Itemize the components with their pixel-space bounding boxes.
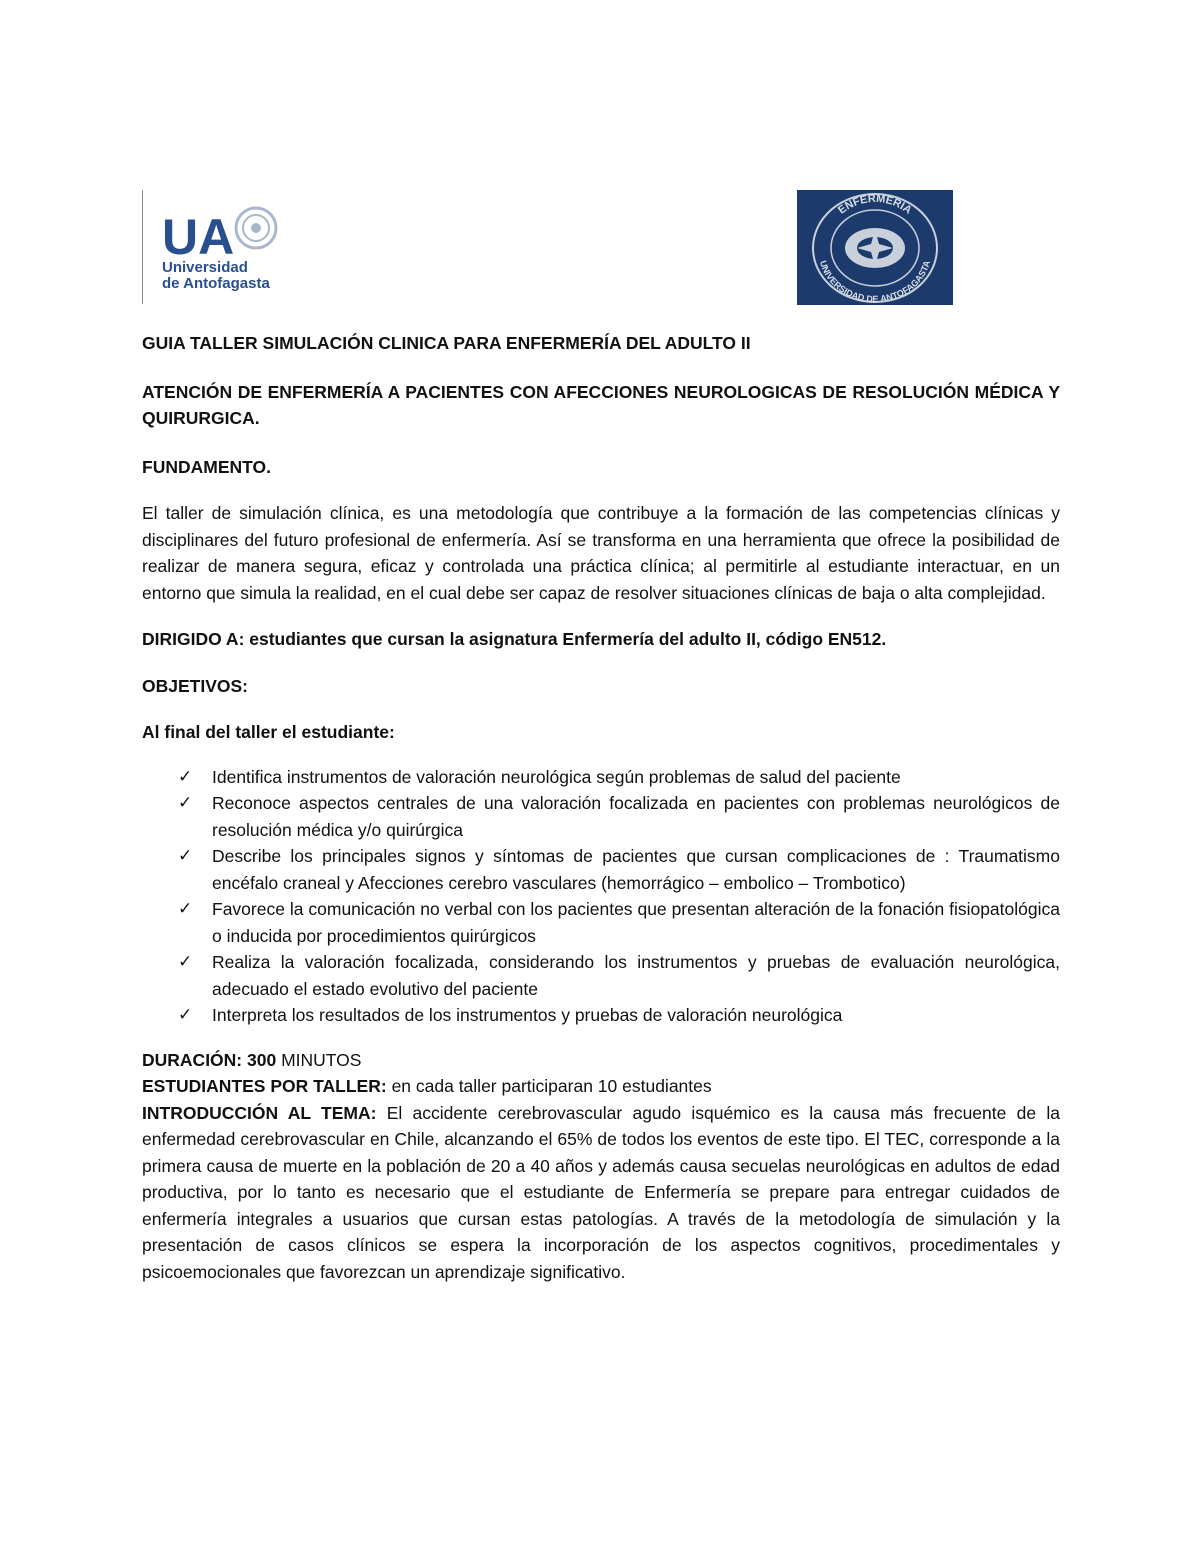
duracion-unit: MINUTOS (281, 1049, 362, 1070)
check-icon: ✓ (178, 846, 193, 865)
estudiantes-text: en cada taller participaran 10 estudiantes (391, 1076, 712, 1096)
list-item: ✓ Identifica instrumentos de valoración neurológica según problemas de salud del paciente (142, 764, 1060, 791)
introduccion-paragraph (142, 1100, 1060, 1286)
estudiantes-line (142, 1073, 1060, 1100)
introduccion-text: El accidente cerebrovascular agudo isquémico es la causa más frecuente de la enfermedad cerebrovascular en Chile, alcanzando el 65% de todos los eventos de este tipo. El TEC, corresponde a la primera causa de muerte en la población de 20 a 40 años y además causa secuelas neurológicas en adultos de edad productiva, por lo tanto es necesario que el estudiante de Enfermería se prepare para entregar cuidados de enfermería integrales a usuarios que cursan estas patologías. A través de la metodología de simulación y la presentación de casos clínicos se espera la incorporación de los aspectos cognitivos, procedimentales y psicoemocionales que favorezcan un aprendizaje significativo. (142, 1102, 1060, 1282)
duracion-label: DURACIÓN: (142, 1049, 243, 1070)
objetivos-intro: Al final del taller el estudiante: (142, 722, 395, 742)
ua-logo-mark (160, 202, 300, 292)
seal-top-text: ENFERMERIA (836, 192, 914, 217)
ua-logo (142, 190, 302, 304)
duracion-line (142, 1047, 1060, 1074)
check-icon: ✓ (178, 766, 193, 786)
duracion-number: 300 (247, 1049, 277, 1070)
fundamento-heading: FUNDAMENTO. (142, 456, 271, 477)
document-title: GUIA TALLER SIMULACIÓN CLINICA PARA ENFERMERÍA DEL ADULTO II (142, 333, 751, 353)
list-item: ✓ Reconoce aspectos centrales de una valoración focalizada en pacientes con problemas neurológicos de resolución médica y/o quirúrgica (142, 790, 1060, 843)
svg-text:ENFERMERIA (836, 193, 914, 217)
document-body (142, 330, 1060, 1285)
ua-initials: UA (162, 209, 235, 265)
ua-seal-icon (236, 208, 276, 248)
dirigido-line: DIRIGIDO A: estudiantes que cursan la asignatura Enfermería del adulto II, código EN512. (142, 629, 887, 649)
objetivos-heading: OBJETIVOS: (142, 675, 248, 696)
seal-bottom-text: UNIVERSIDAD DE ANTOFAGASTA (817, 259, 933, 305)
ua-line1: Universidad (162, 259, 248, 276)
check-icon: ✓ (178, 793, 193, 812)
enfermeria-seal-icon (797, 190, 953, 305)
list-item: ✓ Interpreta los resultados de los instrumentos y pruebas de valoración neurológica (142, 1002, 1060, 1029)
logo-divider (142, 190, 143, 304)
introduccion-label: INTRODUCCIÓN AL TEMA: (142, 1102, 377, 1123)
document-subtitle: ATENCIÓN DE ENFERMERÍA A PACIENTES CON AFECCIONES NEUROLOGICAS DE RESOLUCIÓN MÉDICA Y QUIRURGICA. (142, 381, 1060, 428)
ua-line2: de Antofagasta (162, 275, 270, 292)
objetivos-list (142, 764, 1060, 1029)
check-icon: ✓ (178, 899, 193, 918)
fundamento-paragraph: El taller de simulación clínica, es una metodología que contribuye a la formación de las competencias clínicas y disciplinares del futuro profesional de enfermería. Así se transforma en una herramienta que ofrece la posibilidad de realizar de manera segura, eficaz y controlada una práctica clínica; al permitirle al estudiante interactuar, en un entorno que simula la realidad, en el cual debe ser capaz de resolver situaciones clínicas de baja o alta complejidad. (142, 503, 1060, 603)
list-item: ✓ Favorece la comunicación no verbal con los pacientes que presentan alteración de la fonación fisiopatológica o inducida por procedimientos quirúrgicos (142, 896, 1060, 949)
list-item: ✓ Realiza la valoración focalizada, considerando los instrumentos y pruebas de evaluación neurológica, adecuado el estado evolutivo del paciente (142, 949, 1060, 1002)
check-icon: ✓ (178, 1005, 193, 1024)
list-item: ✓ Describe los principales signos y síntomas de pacientes que cursan complicaciones de : Traumatismo encéfalo craneal y Afecciones cerebro vasculares (hemorrágico – embolico – Trombotico) (142, 843, 1060, 896)
enfermeria-seal (797, 190, 953, 305)
estudiantes-label: ESTUDIANTES POR TALLER: (142, 1076, 387, 1096)
check-icon: ✓ (178, 952, 193, 971)
